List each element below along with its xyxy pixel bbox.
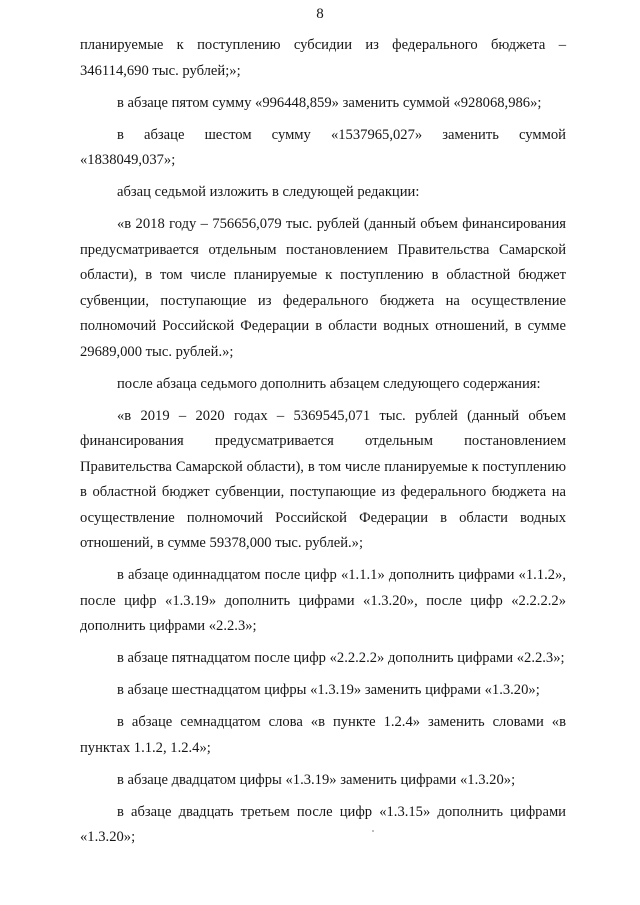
paragraph-sixteenth-amendment: в абзаце шестнадцатом цифры «1.3.19» заменить цифрами «1.3.20»; (117, 682, 540, 698)
page-number: 8 (316, 6, 324, 22)
paragraph-twenty-third-amendment: в абзаце двадцать третьем после цифр «1.3.15» дополнить цифрами «1.3.20»; (80, 803, 566, 845)
paragraph-2018-funding: «в 2018 году – 756656,079 тыс. рублей (данный объем финансирования предусматривается отдельным постановлением Правительства Самарской области), в том числе планируемые к поступлению в областной бюджет субвенции, поступающие из федерального бюджета на осуществление полномочий Российской Федерации в области водных отношений, в сумме 29689,000 тыс. рублей.»; (80, 216, 566, 360)
paragraph-fifteenth-amendment: в абзаце пятнадцатом после цифр «2.2.2.2» дополнить цифрами «2.2.3»; (117, 650, 565, 666)
paragraph-subsidy-continuation: планируемые к поступлению субсидии из федерального бюджета – 346114,690 тыс. рублей;»; (80, 37, 566, 79)
paragraph-2019-2020-funding: «в 2019 – 2020 годах – 5369545,071 тыс. рублей (данный объем финансирования предусматривается отдельным постановлением Правительства Самарской области), в том числе планируемые к поступлению в областной бюджет субвенции, поступающие из федерального бюджета на осуществление полномочий Российской Федерации в области водных отношений, в сумме 59378,000 тыс. рублей.»; (80, 407, 566, 551)
paragraph-after-seventh-intro: после абзаца седьмого дополнить абзацем следующего содержания: (117, 375, 541, 392)
paragraph-eleventh-amendment: в абзаце одиннадцатом после цифр «1.1.1» дополнить цифрами «1.1.2», после цифр «1.3.19» дополнить цифрами «1.3.20», после цифр «2.2.2.2» дополнить цифрами «2.2.3»; (80, 567, 566, 634)
paragraph-fifth-amendment: в абзаце пятом сумму «996448,859» заменить суммой «928068,986»; (117, 94, 542, 111)
paragraph-twentieth-amendment: в абзаце двадцатом цифры «1.3.19» заменить цифрами «1.3.20»; (117, 771, 516, 788)
paragraph-seventeenth-amendment: в абзаце семнадцатом слова «в пункте 1.2.4» заменить словами «в пунктах 1.1.2, 1.2.4»; (80, 714, 566, 756)
document-body (80, 33, 566, 857)
scan-speck (372, 830, 374, 832)
paragraph-seventh-intro: абзац седьмой изложить в следующей редакции: (117, 184, 420, 200)
paragraph-sixth-amendment: в абзаце шестом сумму «1537965,027» заменить суммой «1838049,037»; (80, 126, 566, 168)
